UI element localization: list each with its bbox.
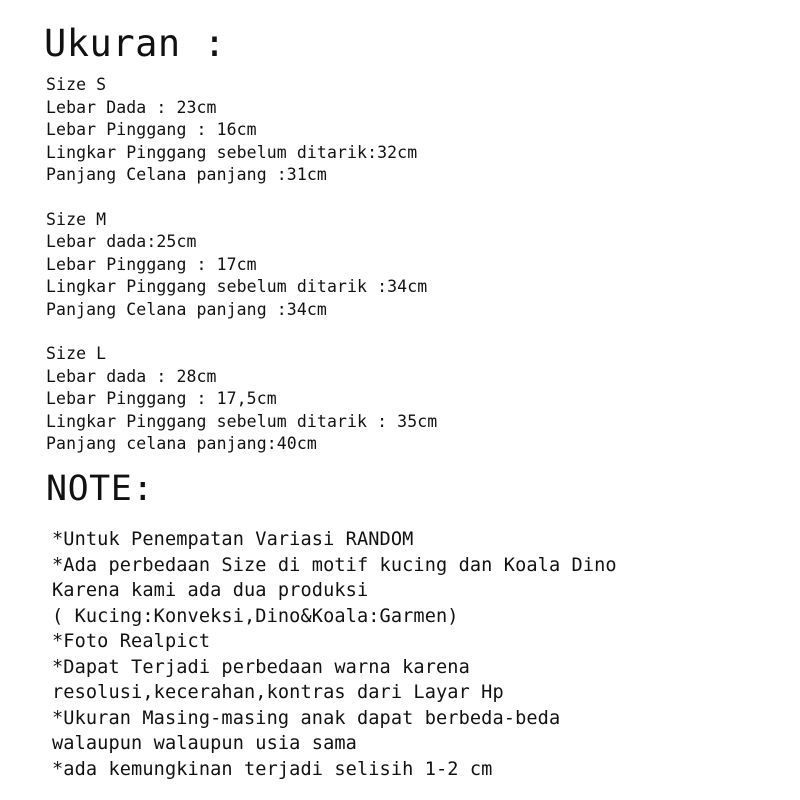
size-l-waist-circumference: Lingkar Pinggang sebelum ditarik : 35cm bbox=[46, 411, 438, 431]
size-s-block bbox=[46, 74, 786, 187]
size-s-chest-width: Lebar Dada : 23cm bbox=[46, 97, 217, 117]
size-l-chest-width: Lebar dada : 28cm bbox=[46, 366, 217, 386]
size-m-waist-circumference: Lingkar Pinggang sebelum ditarik :34cm bbox=[46, 277, 428, 296]
note-line: *Ukuran Masing-masing anak dapat berbeda-beda bbox=[52, 707, 561, 729]
note-line: resolusi,kecerahan,kontras dari Layar Hp bbox=[52, 682, 504, 703]
size-l-waist-width: Lebar Pinggang : 17,5cm bbox=[46, 389, 277, 408]
size-m-label: Size M bbox=[46, 209, 107, 229]
size-s-waist-width: Lebar Pinggang : 16cm bbox=[46, 120, 257, 139]
note-line: *Ada perbedaan Size di motif kucing dan Koala Dino bbox=[52, 554, 617, 576]
note-list bbox=[52, 527, 792, 782]
size-l-label: Size L bbox=[46, 344, 107, 363]
size-s-pants-length: Panjang Celana panjang :31cm bbox=[46, 165, 327, 184]
note-line: *ada kemungkinan terjadi selisih 1-2 cm bbox=[52, 758, 493, 780]
note-line: ( Kucing:Konveksi,Dino&Koala:Garmen) bbox=[52, 605, 459, 627]
note-line: Karena kami ada dua produksi bbox=[52, 580, 369, 601]
note-line: *Untuk Penempatan Variasi RANDOM bbox=[52, 529, 414, 550]
note-line: walaupun walaupun usia sama bbox=[52, 733, 357, 754]
size-m-block bbox=[46, 209, 786, 322]
size-m-chest-width: Lebar dada:25cm bbox=[46, 232, 197, 251]
note-heading: NOTE: bbox=[46, 469, 154, 509]
size-s-label: Size S bbox=[46, 75, 107, 94]
size-list bbox=[46, 74, 786, 478]
size-s-waist-circumference: Lingkar Pinggang sebelum ditarik:32cm bbox=[46, 142, 418, 162]
size-l-block bbox=[46, 343, 786, 456]
note-line: *Dapat Terjadi perbedaan warna karena bbox=[52, 656, 470, 678]
size-m-waist-width: Lebar Pinggang : 17cm bbox=[46, 254, 257, 274]
size-m-pants-length: Panjang Celana panjang :34cm bbox=[46, 299, 327, 319]
size-l-pants-length: Panjang celana panjang:40cm bbox=[46, 434, 317, 453]
note-line: *Foto Realpict bbox=[52, 631, 211, 652]
page-title: Ukuran : bbox=[44, 22, 227, 65]
